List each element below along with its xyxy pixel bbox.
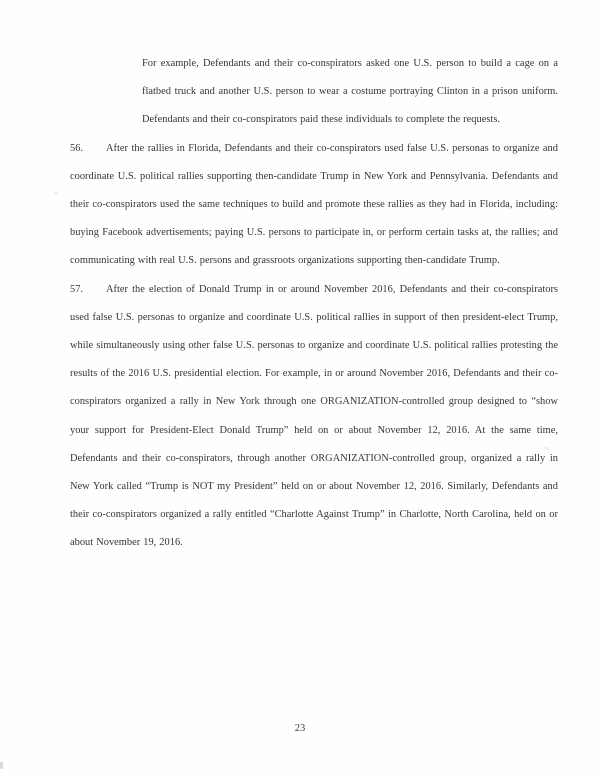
scan-artifact <box>544 447 549 450</box>
scan-artifact <box>0 762 3 769</box>
paragraph <box>70 135 558 276</box>
paragraph-text: For example, Defendants and their co-conspirators asked one U.S. person to build a cage on a flatbed truck and another U.S. person to wear a costume portraying Clinton in a prison uniform. Defendants and their co-conspirators paid these individuals to complete the requests. <box>142 58 558 126</box>
paragraph-text: After the election of Donald Trump in or around November 2016, Defendants and their co-conspirators used false U.S. personas to organize and coordinate U.S. political rallies in support of then president-elect Trump, while simultaneously using other false U.S. personas to organize and coordinate U.S. political rallies protesting the results of the 2016 U.S. presidential election. For example, in or around November 2016, Defendants and their co-conspirators organized a rally in New York through one ORGANIZATION-controlled group designed to “show your support for President-Elect Donald Trump” held on or about November 12, 2016. At the same time, Defendants and their co-conspirators, through another ORGANIZATION-controlled group, organized a rally in New York called “Trump is NOT my President” held on or about November 12, 2016. Similarly, Defendants and their co-conspirators organized a rally entitled “Charlotte Against Trump” in Charlotte, North Carolina, held on or about November 19, 2016. <box>70 283 558 549</box>
paragraph <box>70 276 558 558</box>
scan-artifact <box>54 192 58 195</box>
paragraph-number: 56. <box>70 142 84 154</box>
page-number: 23 <box>294 723 306 734</box>
document-body <box>70 50 558 558</box>
paragraph-text: After the rallies in Florida, Defendants and their co-conspirators used false U.S. personas to organize and coordinate U.S. political rallies supporting then-candidate Trump in New York and Pennsylvania. Defendants and their co-conspirators used the same techniques to build and promote these rallies as they had in Florida, including: buying Facebook advertisements; paying U.S. persons to participate in, or perform certain tasks at, the rallies; and communicating with real U.S. persons and grassroots organizations supporting then-candidate Trump. <box>70 142 558 267</box>
paragraph-number: 57. <box>70 283 84 295</box>
paragraph <box>142 50 558 135</box>
